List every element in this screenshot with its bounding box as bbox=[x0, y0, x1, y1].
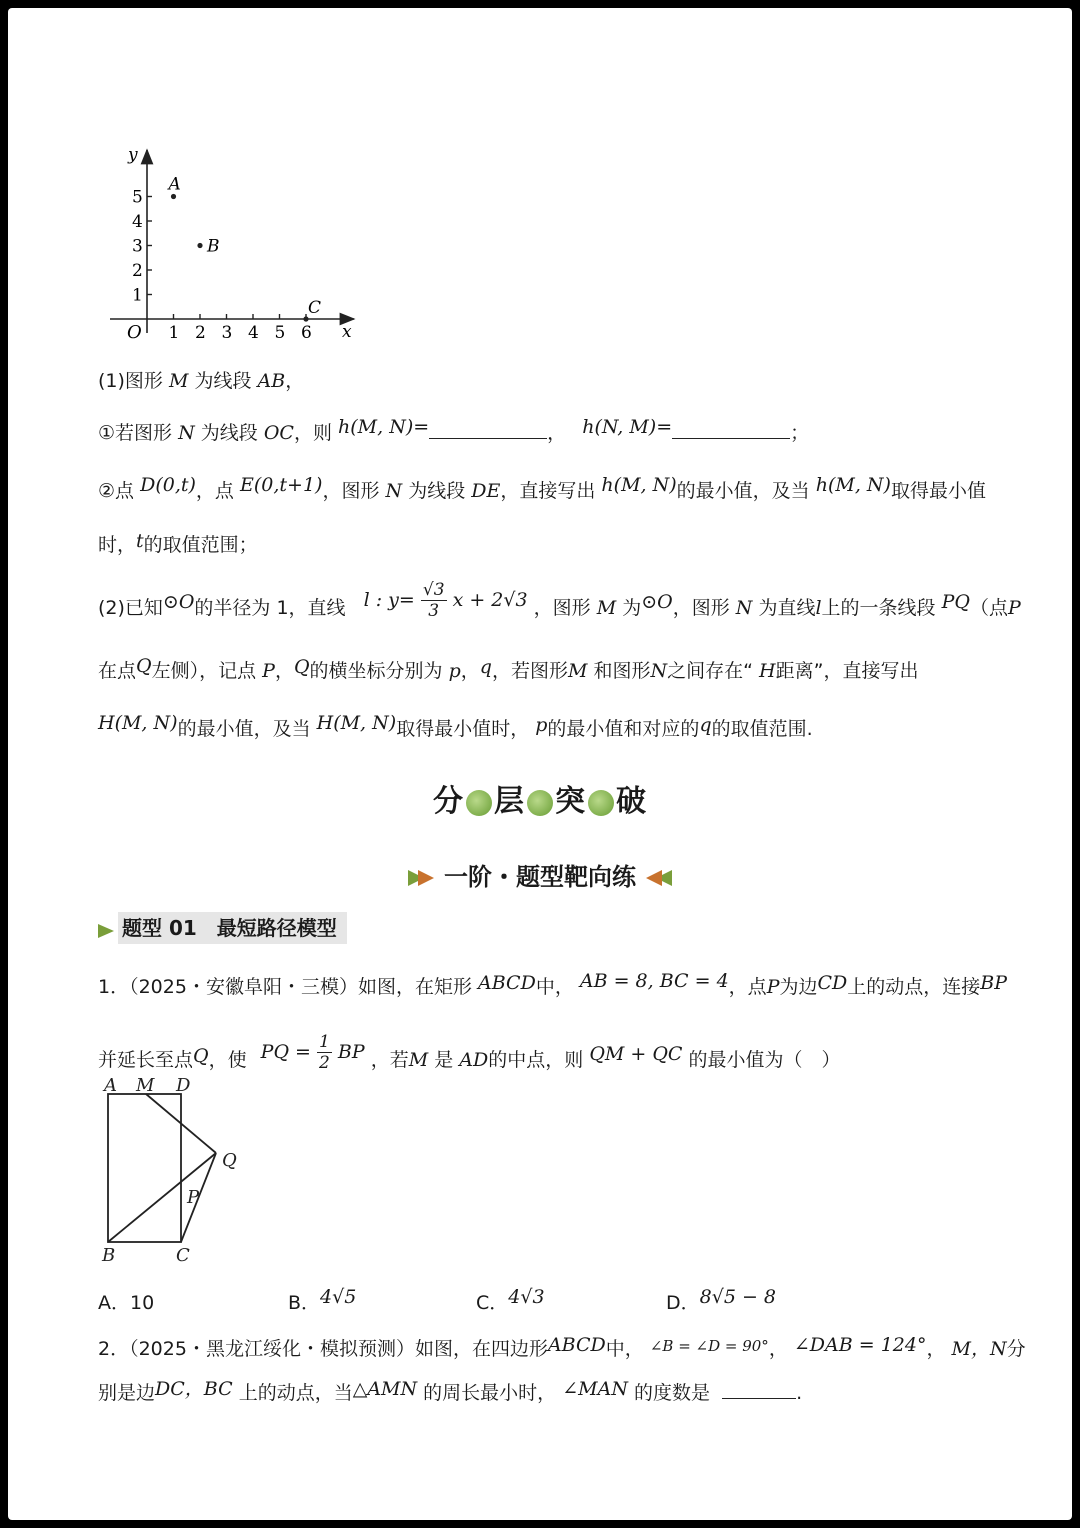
section-title bbox=[8, 776, 1072, 820]
option-a[interactable] bbox=[98, 1288, 154, 1315]
point-label-A: A bbox=[168, 174, 181, 195]
fraction bbox=[317, 1032, 332, 1073]
var-AD: AD bbox=[459, 1049, 489, 1071]
problem2-line2 bbox=[98, 1378, 802, 1405]
point-D: D(0,t) bbox=[140, 474, 196, 496]
var-ABCD: ABCD bbox=[547, 1334, 606, 1356]
text: 时， bbox=[98, 534, 137, 556]
text: ，点 bbox=[195, 480, 234, 502]
label-D: D bbox=[176, 1075, 191, 1096]
text: ，若 bbox=[370, 1049, 409, 1071]
x-tick-label: 6 bbox=[301, 323, 312, 343]
coordinate-graph bbox=[98, 138, 368, 348]
question2-line2 bbox=[98, 530, 258, 557]
text: 之间存在“ bbox=[667, 660, 753, 682]
text: 在点 bbox=[98, 660, 137, 682]
text: (2)已知 bbox=[98, 597, 163, 619]
var-P: P bbox=[766, 976, 780, 998]
label-C: C bbox=[176, 1245, 190, 1262]
condition: AB = 8, BC = 4 bbox=[579, 970, 729, 992]
triangle-AMN: △AMN bbox=[352, 1378, 418, 1400]
label-A: A bbox=[104, 1075, 117, 1096]
var-ABCD: ABCD bbox=[478, 972, 536, 994]
text: ， bbox=[547, 422, 567, 444]
y-tick-label: 5 bbox=[132, 187, 143, 208]
text: ，图形 bbox=[322, 480, 380, 502]
text: 为线段 bbox=[200, 422, 258, 444]
text: 的半径为 1，直线 bbox=[194, 597, 346, 619]
var-P: P bbox=[262, 660, 275, 682]
denominator: 2 bbox=[319, 1053, 330, 1073]
text: ①若图形 bbox=[98, 422, 173, 444]
text: ，则 bbox=[293, 422, 332, 444]
point-E: E(0,t+1) bbox=[239, 474, 323, 496]
text: 取得最小值时， bbox=[396, 718, 530, 740]
text: ， bbox=[768, 1338, 788, 1360]
part1-line bbox=[98, 366, 304, 393]
text: 的最小值，及当 bbox=[676, 480, 810, 502]
option-key: C． bbox=[476, 1292, 509, 1314]
document-page bbox=[8, 8, 1072, 1520]
expr-h-NM: h(N, M)= bbox=[582, 416, 673, 438]
text: 中， bbox=[605, 1338, 644, 1360]
text: 的中点，则 bbox=[488, 1049, 584, 1071]
text: 为边 bbox=[779, 976, 818, 998]
text: 2．（2025・黑龙江绥化・模拟预测）如图，在四边形 bbox=[98, 1338, 548, 1360]
circle-O: ⊙O bbox=[641, 591, 673, 613]
title-char: 层 bbox=[494, 784, 525, 819]
answer-blank-3[interactable] bbox=[722, 1398, 796, 1399]
text: 和图形 bbox=[593, 660, 651, 682]
y-tick-label: 4 bbox=[132, 212, 143, 232]
var-MN: M，N bbox=[951, 1338, 1007, 1360]
decor-ball-icon bbox=[527, 790, 553, 816]
text: 的周长最小时， bbox=[423, 1382, 557, 1404]
text: 为 bbox=[622, 597, 642, 619]
label-M: M bbox=[136, 1075, 155, 1096]
var-p: p bbox=[535, 714, 548, 736]
origin-label: O bbox=[127, 322, 142, 343]
tag-label: 题型 01 最短路径模型 bbox=[118, 912, 347, 944]
var-BP: BP bbox=[980, 972, 1008, 994]
text: 并延长至点 bbox=[98, 1049, 194, 1071]
var-N: N bbox=[650, 660, 668, 682]
point-B bbox=[197, 243, 202, 248]
decor-ball-icon bbox=[588, 790, 614, 816]
expr-QM-QC: QM + QC bbox=[589, 1043, 683, 1065]
problem1-line1 bbox=[98, 972, 1007, 999]
text: ， bbox=[460, 660, 480, 682]
var-l: l bbox=[815, 597, 822, 619]
x-tick-label: 3 bbox=[221, 323, 233, 343]
text: . bbox=[796, 1382, 803, 1404]
label-B: B bbox=[102, 1245, 116, 1262]
text: ，图形 bbox=[533, 597, 591, 619]
option-key: D． bbox=[666, 1292, 700, 1314]
title-char: 分 bbox=[433, 784, 464, 819]
var-q: q bbox=[479, 656, 492, 678]
pq-equation bbox=[261, 1032, 365, 1073]
text: 的横坐标分别为 bbox=[309, 660, 443, 682]
circle-O: ⊙O bbox=[162, 591, 195, 613]
part2-line2 bbox=[98, 656, 918, 683]
question1-line bbox=[98, 418, 809, 445]
text: 为线段 bbox=[408, 480, 466, 502]
title-char: 破 bbox=[616, 784, 647, 819]
option-key: B． bbox=[288, 1292, 321, 1314]
text: 的取值范围. bbox=[711, 718, 813, 740]
text: 1．（2025・安徽阜阳・三模）如图，在矩形 bbox=[98, 976, 472, 998]
option-value: 10 bbox=[130, 1292, 155, 1314]
text: （点 bbox=[969, 597, 1008, 619]
rectangle-ABCD bbox=[108, 1094, 181, 1242]
expr-h-MN: h(M, N) bbox=[815, 474, 891, 496]
arrow-right-icon bbox=[408, 868, 436, 888]
var-CD: CD bbox=[817, 972, 848, 994]
angle-MAN: ∠MAN bbox=[562, 1378, 628, 1400]
decor-ball-icon bbox=[466, 790, 492, 816]
tag-arrow-icon bbox=[96, 921, 118, 941]
x-tick-label: 5 bbox=[274, 323, 286, 343]
text: 分 bbox=[1006, 1338, 1026, 1360]
text: x + 2√3 bbox=[452, 589, 528, 611]
topic-tag bbox=[96, 912, 347, 941]
text: 取得最小值 bbox=[890, 480, 986, 502]
point-label-C: C bbox=[308, 298, 322, 318]
text: 别是边 bbox=[98, 1382, 156, 1404]
text: ，图形 bbox=[672, 597, 730, 619]
expr-h-MN: h(M, N)= bbox=[338, 416, 430, 438]
var-AB: AB bbox=[257, 370, 286, 392]
y-tick-label: 2 bbox=[132, 261, 143, 281]
text: 的度数是 bbox=[634, 1382, 711, 1404]
part2-line1 bbox=[98, 580, 1021, 629]
var-M: M bbox=[168, 370, 189, 392]
var-DE: DE bbox=[471, 480, 501, 502]
text: 上的一条线段 bbox=[821, 597, 936, 619]
option-value: 4√3 bbox=[508, 1286, 545, 1308]
part2-line3 bbox=[98, 714, 813, 741]
text: 的最小值，及当 bbox=[177, 718, 311, 740]
angle-condition: ∠B = ∠D = 90° bbox=[649, 1337, 769, 1355]
question2-line1 bbox=[98, 476, 986, 503]
option-key: A． bbox=[98, 1292, 130, 1314]
var-OC: OC bbox=[263, 422, 294, 444]
var-PQ: PQ bbox=[941, 591, 970, 613]
numerator: √3 bbox=[422, 580, 445, 600]
text: ，使 bbox=[208, 1049, 247, 1071]
text: ， bbox=[926, 1338, 946, 1360]
var-N: N bbox=[385, 480, 403, 502]
expr-H-MN: H(M, N) bbox=[98, 712, 178, 734]
text: BP bbox=[337, 1041, 365, 1063]
var-Q: Q bbox=[136, 655, 152, 677]
text: 的最小值和对应的 bbox=[547, 718, 700, 740]
point-label-B: B bbox=[207, 236, 220, 257]
var-M: M bbox=[567, 660, 588, 682]
var-DC-BC: DC，BC bbox=[155, 1378, 233, 1400]
x-tick-label: 1 bbox=[168, 323, 180, 343]
var-N: N bbox=[178, 422, 195, 444]
text: ，若图形 bbox=[491, 660, 568, 682]
denominator: 3 bbox=[428, 601, 440, 621]
option-c[interactable] bbox=[476, 1288, 545, 1315]
answer-blank-2[interactable] bbox=[672, 438, 790, 439]
label-Q: Q bbox=[222, 1150, 237, 1171]
y-tick-label: 1 bbox=[132, 285, 143, 306]
x-tick-label: 2 bbox=[195, 323, 206, 343]
text: 上的动点，当 bbox=[238, 1382, 353, 1404]
title-char: 突 bbox=[555, 784, 586, 819]
option-value: 4√5 bbox=[320, 1286, 357, 1308]
x-tick-label: 4 bbox=[248, 323, 259, 343]
option-d[interactable] bbox=[666, 1288, 776, 1315]
var-p: p bbox=[448, 660, 461, 682]
label-P: P bbox=[187, 1187, 200, 1208]
point-A bbox=[171, 194, 176, 199]
var-Q: Q bbox=[293, 656, 310, 678]
problem2-line1 bbox=[98, 1334, 1026, 1361]
text: 左侧），记点 bbox=[151, 660, 257, 682]
text: ， bbox=[274, 660, 294, 682]
rectangle-figure bbox=[94, 1072, 264, 1262]
var-t: t bbox=[136, 530, 144, 552]
segment-BQ bbox=[108, 1153, 216, 1242]
text: 距离”，直接写出 bbox=[775, 660, 919, 682]
line-equation bbox=[364, 580, 528, 621]
text: 中， bbox=[535, 976, 574, 998]
var-M: M bbox=[596, 597, 617, 619]
answer-blank-1[interactable] bbox=[429, 438, 547, 439]
text: 为线段 bbox=[194, 370, 252, 392]
y-tick-label: 3 bbox=[132, 236, 143, 257]
expr-h-MN: h(M, N) bbox=[601, 474, 677, 496]
y-axis-label: y bbox=[128, 145, 138, 165]
angle-DAB: ∠DAB = 124° bbox=[793, 1334, 927, 1356]
x-axis-label: x bbox=[342, 322, 352, 342]
text: ； bbox=[790, 422, 810, 444]
arrow-left-icon bbox=[644, 868, 672, 888]
text: 的最小值为（ ） bbox=[688, 1049, 841, 1071]
option-b[interactable] bbox=[288, 1288, 356, 1315]
text: 上的动点，连接 bbox=[847, 976, 981, 998]
var-M: M bbox=[408, 1049, 429, 1071]
text: ， bbox=[285, 370, 305, 392]
text: 为直线 bbox=[758, 597, 816, 619]
text: ②点 bbox=[98, 480, 135, 502]
text: PQ = bbox=[260, 1041, 311, 1063]
text: l : y= bbox=[363, 589, 415, 611]
part1-label: (1)图形 bbox=[98, 370, 163, 392]
var-N: N bbox=[735, 597, 753, 619]
text: 的取值范围； bbox=[143, 534, 258, 556]
text: 是 bbox=[434, 1049, 454, 1071]
var-P: P bbox=[1008, 597, 1021, 619]
fraction bbox=[421, 580, 447, 621]
var-H: H bbox=[759, 660, 776, 682]
text: ，点 bbox=[728, 976, 767, 998]
option-value: 8√5 − 8 bbox=[699, 1286, 777, 1308]
text: ，直接写出 bbox=[500, 480, 596, 502]
section-subtitle bbox=[8, 857, 1072, 892]
expr-H-MN: H(M, N) bbox=[316, 712, 397, 734]
var-Q: Q bbox=[193, 1045, 209, 1067]
subtitle-text: 一阶・题型靶向练 bbox=[444, 863, 636, 891]
var-q: q bbox=[699, 714, 712, 736]
numerator: 1 bbox=[319, 1032, 330, 1052]
